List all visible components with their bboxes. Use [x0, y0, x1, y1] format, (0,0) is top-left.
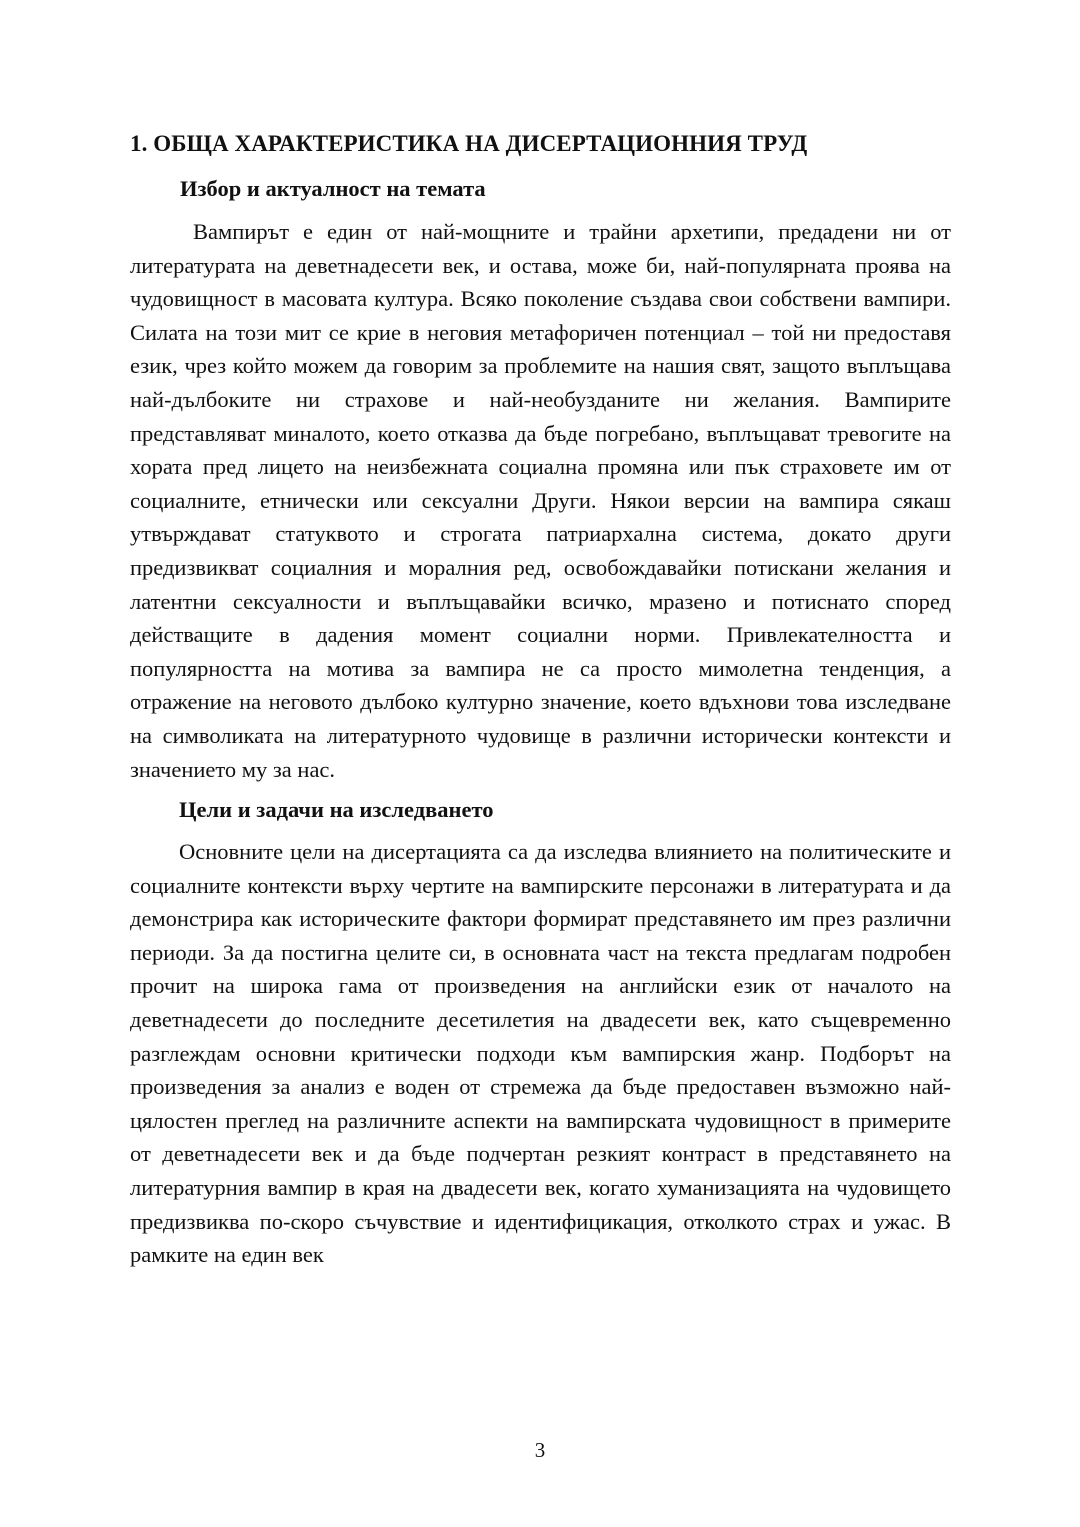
page-number: 3	[534, 1438, 546, 1462]
chapter-title: 1. ОБЩА ХАРАКТЕРИСТИКА НА ДИСЕРТАЦИОННИЯ ТРУД	[130, 131, 808, 156]
body-paragraph: Основните цели на дисертацията са да изследва влиянието на политическите и социалните контексти върху чертите на вампирските персонажи в литературата и да демонстрира как историческите фактори формират представянето им през различни периоди. За да постигна целите си, в основната част на текста предлагам подробен прочит на широка гама от произведения на английски език от началото на деветнадесети до последните десетилетия на двадесети век, като същевременно разглеждам основни критически подходи към вампирския жанр. Подборът на произведения за анализ е воден от стремежа да бъде предоставен възможно най-цялостен преглед на различните аспекти на вампирската чудовищност в примерите от деветнадесети век и да бъде подчертан резкият контраст в представянето на литературния вампир в края на двадесети век, когато хуманизацията на чудовището предизвиква по-скоро съчувствие и идентифицикация, отколкото страх и ужас. В рамките на един век	[130, 839, 951, 1268]
body-paragraph: Вампирът е един от най-мощните и трайни архетипи, предадени ни от литературата на деветнадесети век, и остава, може би, най-популярната проява на чудовищност в масовата култура. Всяко поколение създава свои собствени вампири. Силата на този мит се крие в неговия метафоричен потенциал – той ни предоставя език, чрез който можем да говорим за проблемите на нашия свят, защото въплъщава най-дълбоките ни страхове и най-необузданите ни желания. Вампирите представляват миналото, което отказва да бъде погребано, въплъщават тревогите на хората пред лицето на неизбежната социална промяна или пък страховете им от социалните, етнически или сексуални Други. Някои версии на вампира сякаш утвърждават статуквото и строгата патриархална система, докато други предизвикват социалния и моралния ред, освобождавайки потискани желания и латентни сексуалности и въплъщавайки всичко, мразено и потиснато според действащите в дадения момент социални норми. Привлекателността и популярността на мотива за вампира не са просто мимолетна тенденция, а отражение на неговото дълбоко културно значение, което вдъхнови това изследване на символиката на литературното чудовище в различни исторически контексти и значението му за нас.	[130, 219, 951, 782]
section-heading: Цели и задачи на изследването	[179, 797, 494, 823]
section-topic-relevance	[130, 169, 951, 786]
section-heading: Избор и актуалност на темата	[180, 176, 486, 201]
page-content	[130, 124, 951, 1272]
section-goals-tasks	[130, 790, 951, 1272]
